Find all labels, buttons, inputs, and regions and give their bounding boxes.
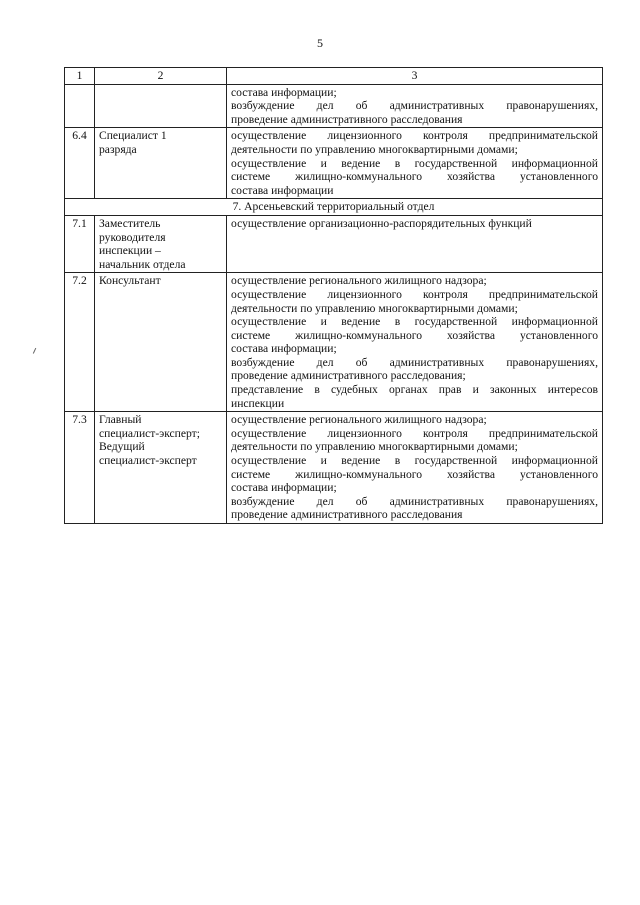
- duty-line: системе жилищно-коммунального хозяйства установленного: [231, 467, 598, 481]
- header-col-3: 3: [227, 68, 603, 85]
- duty-line: системе жилищно-коммунального хозяйства установленного: [231, 328, 598, 342]
- position-line: специалист-эксперт: [99, 454, 197, 468]
- duty-line: представление в судебных органах прав и законных интересов: [231, 383, 598, 397]
- page-number: 5: [317, 36, 323, 50]
- duty-line: возбуждение дел об административных правонарушениях,: [231, 355, 598, 369]
- position-line: инспекции –: [99, 244, 161, 258]
- position-line: руководителя: [99, 230, 166, 244]
- position-cell: [95, 84, 227, 128]
- table-row: [65, 273, 603, 412]
- duty-line: инспекции: [231, 396, 285, 410]
- duty-line: состава информации;: [231, 85, 337, 99]
- duty-line: проведение административного расследования;: [231, 369, 466, 383]
- section-row: [65, 199, 603, 216]
- row-number: 7.3: [65, 412, 95, 524]
- table-row: [65, 84, 603, 128]
- duty-line: состава информации: [231, 183, 334, 197]
- duties-cell: [227, 215, 603, 272]
- duty-line: возбуждение дел об административных правонарушениях,: [231, 494, 598, 508]
- table-body: [65, 84, 603, 523]
- duty-line: осуществление регионального жилищного надзора;: [231, 274, 487, 288]
- duties-cell: [227, 84, 603, 128]
- duty-line: деятельности по управлению многоквартирными домами;: [231, 440, 518, 454]
- duty-line: осуществление регионального жилищного надзора;: [231, 413, 487, 427]
- position-line: разряда: [99, 142, 137, 156]
- duty-line: системе жилищно-коммунального хозяйства установленного: [231, 170, 598, 184]
- duty-line: осуществление лицензионного контроля предпринимательской: [231, 426, 598, 440]
- duty-line: деятельности по управлению многоквартирными домами;: [231, 142, 518, 156]
- duties-table: [64, 67, 603, 524]
- row-number: [65, 84, 95, 128]
- duty-line: состава информации;: [231, 481, 337, 495]
- duty-line: деятельности по управлению многоквартирными домами;: [231, 301, 518, 315]
- duty-line: осуществление и ведение в государственной информационной: [231, 156, 598, 170]
- table-row: [65, 215, 603, 272]
- duties-cell: [227, 412, 603, 524]
- duties-cell: [227, 273, 603, 412]
- duties-cell: [227, 128, 603, 199]
- position-cell: [95, 215, 227, 272]
- position-cell: [95, 128, 227, 199]
- position-cell: [95, 412, 227, 524]
- header-col-2: 2: [95, 68, 227, 85]
- row-number: 7.1: [65, 215, 95, 272]
- row-number: 7.2: [65, 273, 95, 412]
- duty-line: состава информации;: [231, 342, 337, 356]
- header-col-1: 1: [65, 68, 95, 85]
- position-line: Ведущий: [99, 440, 145, 454]
- duty-line: осуществление и ведение в государственной информационной: [231, 315, 598, 329]
- duty-line: осуществление и ведение в государственной информационной: [231, 454, 598, 468]
- table-header-row: [65, 68, 603, 85]
- section-title: 7. Арсеньевский территориальный отдел: [65, 199, 603, 216]
- position-line: Главный: [99, 413, 142, 427]
- position-line: Заместитель: [99, 216, 161, 230]
- position-line: Консультант: [99, 274, 161, 288]
- position-line: начальник отдела: [99, 257, 186, 271]
- duty-line: проведение административного расследования: [231, 508, 463, 522]
- duty-line: возбуждение дел об административных правонарушениях,: [231, 99, 598, 113]
- position-line: специалист-эксперт;: [99, 426, 200, 440]
- duty-line: проведение административного расследования: [231, 112, 463, 126]
- row-number: 6.4: [65, 128, 95, 199]
- position-line: Специалист 1: [99, 129, 167, 143]
- table-row: [65, 128, 603, 199]
- duty-line: осуществление организационно-распорядительных функций: [231, 216, 532, 230]
- duty-line: осуществление лицензионного контроля предпринимательской: [231, 129, 598, 143]
- table-row: [65, 412, 603, 524]
- position-cell: [95, 273, 227, 412]
- duty-line: осуществление лицензионного контроля предпринимательской: [231, 287, 598, 301]
- margin-mark: [33, 348, 37, 354]
